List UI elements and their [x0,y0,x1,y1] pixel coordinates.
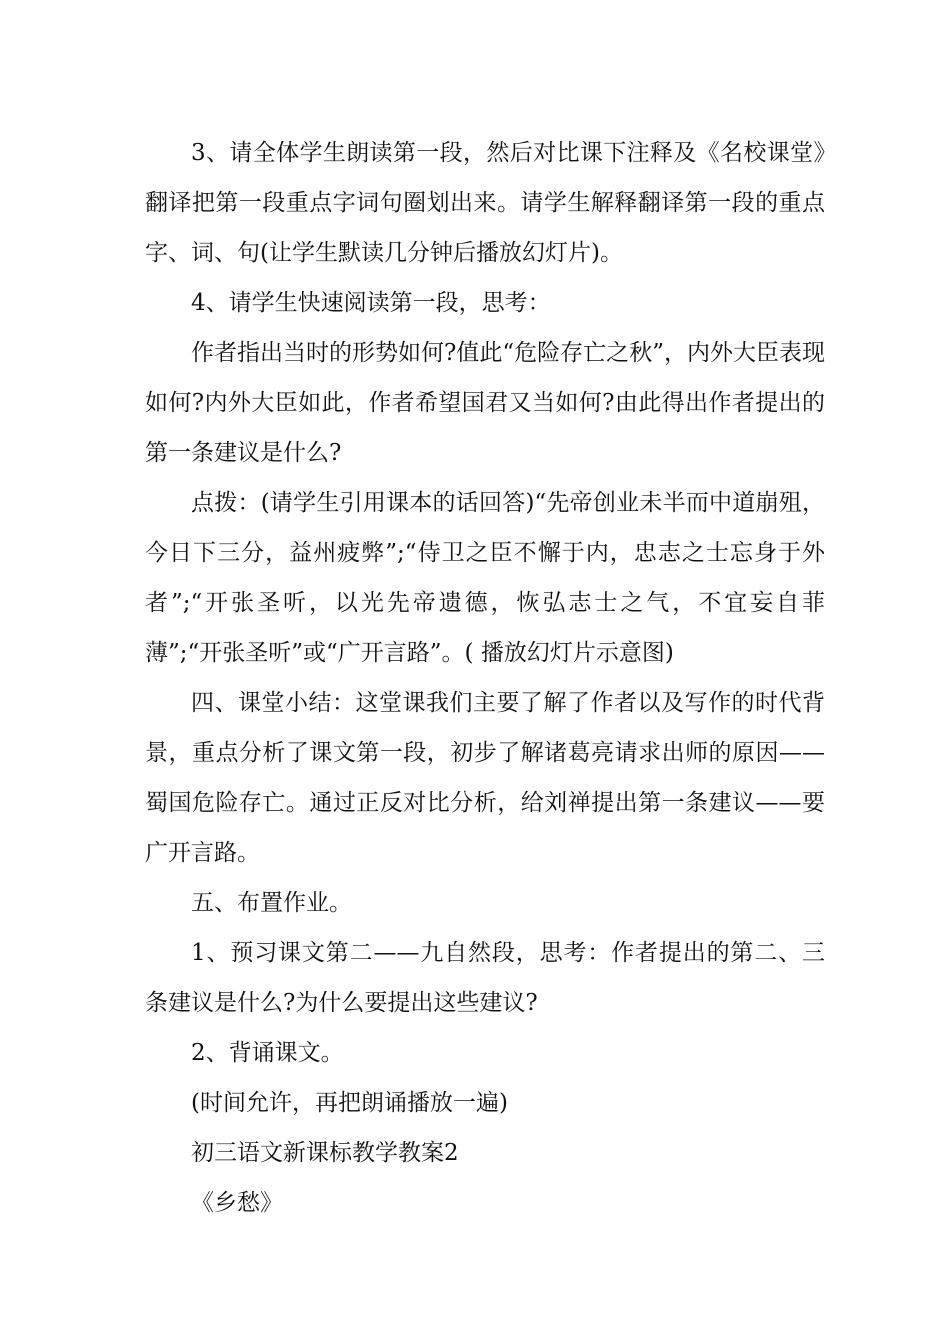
paragraph-questions: 作者指出当时的形势如何?值此“危险存亡之秋”，内外大臣表现如何?内外大臣如此，作者希望国君又当如何?由此得出作者提出的第一条建议是什么? [145,340,825,466]
paragraph-homework-2: 2、背诵课文。 [191,1040,344,1066]
paragraph-homework-heading: 五、布置作业。 [191,890,352,916]
document-body [145,128,825,1228]
paragraph-hint: 点拨：(请学生引用课本的话回答)“先帝创业未半而中道崩殂，今日下三分，益州疲弊”;“侍卫之臣不懈于内，忠志之士忘身于外者”;“开张圣听，以光先帝遗德，恢弘志士之气，不宜妄自菲薄”;“开张圣听”或“广开言路”。( 播放幻灯片示意图) [145,490,825,666]
lesson-title: 《乡愁》 [191,1190,283,1216]
paragraph-time-note: (时间允许，再把朗诵播放一遍) [191,1090,508,1116]
paragraph-summary: 四、课堂小结：这堂课我们主要了解了作者以及写作的时代背景，重点分析了课文第一段，初步了解诸葛亮请求出师的原因——蜀国危险存亡。通过正反对比分析，给刘禅提出第一条建议——要广开言路。 [145,690,825,866]
paragraph-homework-1: 1、预习课文第二——九自然段，思考：作者提出的第二、三条建议是什么?为什么要提出这些建议? [145,940,825,1016]
paragraph-step-4: 4、请学生快速阅读第一段，思考： [191,290,551,316]
section-title: 初三语文新课标教学教案2 [191,1140,459,1166]
paragraph-step-3: 3、请全体学生朗读第一段，然后对比课下注释及《名校课堂》翻译把第一段重点字词句圈划出来。请学生解释翻译第一段的重点字、词、句(让学生默读几分钟后播放幻灯片)。 [145,140,825,266]
